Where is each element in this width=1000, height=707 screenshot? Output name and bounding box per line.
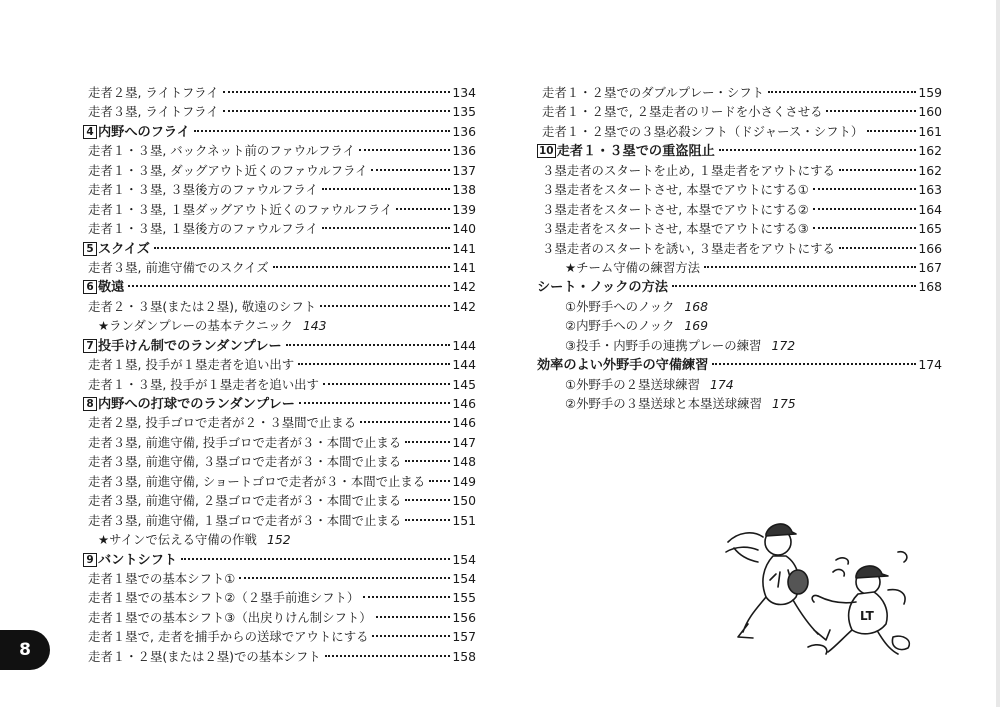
toc-entry [83, 102, 476, 121]
dot-leader [405, 499, 450, 501]
toc-entry-title: 走者３塁, ライトフライ [88, 104, 219, 120]
toc-page-number: 139 [452, 201, 476, 217]
section-number-box: 8 [83, 397, 97, 411]
toc-page-number: 168 [918, 279, 942, 295]
toc-page-number: 174 [710, 376, 734, 392]
dot-leader [712, 363, 916, 365]
toc-entry-title: ３塁走者をスタートさせ, 本塁でアウトにする② [542, 201, 809, 217]
toc-entry [83, 258, 476, 277]
toc-page-number: 142 [452, 279, 476, 295]
toc-entry-title: 内野へのフライ [98, 124, 190, 140]
toc-entry [83, 180, 476, 199]
toc-page-number: 141 [452, 259, 476, 275]
page-edge [996, 0, 1000, 707]
toc-entry [83, 647, 476, 666]
dot-leader [429, 480, 450, 482]
toc-entry-title: 走者３塁, 前進守備, ２塁ゴロで走者が３・本間で止まる [88, 493, 402, 509]
dot-leader [325, 655, 451, 657]
dot-leader [239, 577, 450, 579]
dot-leader [719, 149, 916, 151]
dot-leader [298, 363, 450, 365]
dot-leader [181, 558, 450, 560]
dot-leader [223, 110, 451, 112]
toc-page-number: 141 [452, 240, 476, 256]
toc-entry [537, 336, 942, 355]
dot-leader [286, 344, 451, 346]
toc-page-number: 167 [918, 259, 942, 275]
toc-entry-title: ３塁走者をスタートさせ, 本塁でアウトにする① [542, 182, 809, 198]
toc-entry-title: スクイズ [98, 241, 150, 257]
toc-heading [83, 239, 476, 258]
toc-entry-title: ★サインで伝える守備の作戦 [98, 532, 257, 548]
toc-entry-title: 走者３塁, 前進守備, 投手ゴロで走者が３・本間で止まる [88, 434, 402, 450]
toc-entry [83, 627, 476, 646]
toc-entry [83, 375, 476, 394]
toc-entry-title: 走者２塁, ライトフライ [88, 85, 219, 100]
toc-entry [83, 83, 476, 102]
toc-entry [537, 316, 942, 335]
dot-leader [867, 130, 916, 132]
toc-entry [83, 608, 476, 627]
toc-entry-title: 敬遠 [98, 280, 125, 296]
toc-entry-title: 走者１・３塁, １塁ダッグアウト近くのファウルフライ [88, 201, 393, 217]
toc-entry [537, 83, 942, 102]
toc-page-number: 175 [771, 396, 796, 411]
dot-leader [826, 110, 916, 112]
toc-page-number: 158 [452, 648, 476, 664]
toc-page-number: 138 [452, 182, 476, 198]
toc-entry [83, 491, 476, 510]
dot-leader [813, 188, 917, 190]
toc-heading [537, 277, 942, 296]
toc-entry-title: ②外野手の３塁送球と本塁送球練習 [565, 396, 762, 411]
toc-page-number: 163 [918, 182, 942, 198]
toc-entry-title: 走者３塁, 前進守備, ショートゴロで走者が３・本間で止まる [88, 473, 426, 489]
dot-leader [360, 421, 450, 423]
section-number-box: 5 [83, 242, 97, 256]
dot-leader [405, 441, 450, 443]
toc-entry-title: ①外野手へのノック [565, 298, 675, 314]
baseball-tag-play-illustration [718, 512, 918, 662]
toc-entry [83, 530, 476, 549]
toc-entry-title: シート・ノックの方法 [537, 280, 668, 296]
toc-page-number: 157 [452, 629, 476, 645]
dot-leader [154, 247, 450, 249]
toc-entry-title: ３塁走者をスタートさせ, 本塁でアウトにする③ [542, 221, 809, 237]
toc-entry-title: ３塁走者のスタートを止め, １塁走者をアウトにする [542, 162, 835, 178]
toc-entry [537, 122, 942, 141]
toc-page-number: 156 [452, 609, 476, 625]
dot-leader [223, 91, 451, 93]
dot-leader [839, 247, 916, 249]
section-number-box: 10 [539, 145, 554, 158]
toc-entry [537, 200, 942, 219]
toc-heading [537, 141, 942, 160]
toc-entry-title: ③投手・内野手の連携プレーの練習 [565, 337, 762, 353]
toc-page-number: 143 [302, 318, 327, 334]
toc-entry-title: 走者１塁, 投手が１塁走者を追い出す [88, 357, 295, 373]
toc-page-number: 147 [452, 434, 476, 450]
toc-entry-title: 走者３塁, 前進守備, １塁ゴロで走者が３・本間で止まる [88, 512, 402, 528]
dot-leader [371, 169, 450, 171]
toc-entry-title: ①外野手の２塁送球練習 [565, 376, 701, 392]
toc-entry [537, 180, 942, 199]
dot-leader [405, 519, 450, 521]
toc-entry [537, 239, 942, 258]
toc-heading [83, 394, 476, 413]
toc-page-number: 136 [452, 143, 476, 159]
toc-entry-title: 走者１塁での基本シフト① [88, 570, 236, 586]
toc-right-column [537, 83, 942, 413]
dot-leader [704, 266, 916, 268]
toc-entry-title: 走者２塁, 投手ゴロで走者が２・３塁間で止まる [88, 415, 357, 431]
section-number-box: 7 [83, 339, 97, 353]
dot-leader [396, 208, 450, 210]
toc-entry [83, 355, 476, 374]
dot-leader [194, 130, 450, 132]
dot-leader [839, 169, 916, 171]
toc-page-number: 162 [918, 143, 942, 159]
toc-entry-title: ★ランダンプレーの基本テクニック [98, 318, 293, 334]
toc-heading [537, 355, 942, 374]
toc-left-column [83, 83, 476, 666]
toc-page-number: 172 [771, 337, 796, 353]
dot-leader [813, 227, 917, 229]
toc-entry-title: 走者３塁, 前進守備, ３塁ゴロで走者が３・本間で止まる [88, 454, 402, 470]
toc-entry-title: 走者１・２塁でのダブルプレー・シフト [542, 85, 765, 100]
dot-leader [128, 285, 450, 287]
toc-entry [537, 161, 942, 180]
toc-page-number: 145 [452, 376, 476, 392]
toc-entry-title: 走者１・３塁, 投手が１塁走者を追い出す [88, 376, 319, 392]
toc-page-number: 152 [266, 532, 291, 548]
dot-leader [813, 208, 917, 210]
toc-entry-title: 走者１・３塁, １塁後方のファウルフライ [88, 221, 318, 237]
toc-page-number: 144 [452, 357, 476, 373]
dot-leader [359, 149, 450, 151]
toc-page-number: 151 [452, 512, 476, 528]
toc-entry-title: 走者１塁での基本シフト③（出戻りけん制シフト） [88, 609, 372, 625]
toc-entry-title: 走者１・２塁での３塁必殺シフト（ドジャース・シフト） [542, 123, 864, 139]
section-number-box: 9 [83, 553, 97, 567]
toc-entry-title: 投手けん制でのランダンプレー [98, 338, 282, 354]
toc-entry [83, 219, 476, 238]
toc-page-number: 146 [452, 415, 476, 431]
toc-entry-title: ★チーム守備の練習方法 [565, 259, 701, 275]
toc-entry [537, 258, 942, 277]
dot-leader [363, 596, 450, 598]
dot-leader [320, 305, 450, 307]
toc-page-number: 169 [684, 318, 709, 334]
toc-entry [83, 452, 476, 471]
toc-page-number: 155 [452, 590, 476, 606]
dot-leader [299, 402, 450, 404]
toc-page-number: 150 [452, 493, 476, 509]
toc-page-number: 160 [918, 104, 942, 120]
toc-entry-title: 走者１・３塁, ダッグアウト近くのファウルフライ [88, 162, 368, 178]
toc-entry-title: 効率のよい外野手の守備練習 [537, 358, 709, 374]
toc-page-number: 135 [452, 104, 476, 120]
toc-entry [537, 394, 942, 413]
toc-page-number: 149 [452, 473, 476, 489]
toc-entry-title: 走者１・３塁での重盗阻止 [556, 144, 715, 160]
toc-page-number: 168 [684, 298, 709, 314]
toc-page-number: 142 [452, 298, 476, 314]
toc-entry-title: 走者１・３塁, ３塁後方のファウルフライ [88, 182, 318, 198]
dot-leader [273, 266, 451, 268]
toc-entry-title: 走者１・３塁, バックネット前のファウルフライ [88, 143, 355, 159]
toc-page-number: 164 [918, 201, 942, 217]
toc-page-number: 165 [918, 221, 942, 237]
toc-page-number: 162 [918, 162, 942, 178]
section-number-box: 4 [83, 125, 97, 139]
toc-entry [83, 511, 476, 530]
toc-page-number: 137 [452, 162, 476, 178]
toc-entry-title: 走者１・２塁(または２塁)での基本シフト [88, 648, 321, 664]
dot-leader [405, 460, 450, 462]
toc-page-number: 161 [918, 123, 942, 139]
toc-page-number: 154 [452, 570, 476, 586]
toc-heading [83, 550, 476, 569]
toc-entry-title: 走者１・２塁で, ２塁走者のリードを小さくさせる [542, 104, 823, 120]
toc-entry-title: 内野への打球でのランダンプレー [98, 397, 295, 412]
toc-entry [537, 219, 942, 238]
toc-entry [537, 102, 942, 121]
toc-page-number: 146 [452, 396, 476, 411]
toc-entry-title: 走者１塁での基本シフト②（２塁手前進シフト） [88, 590, 360, 606]
section-number-box: 6 [83, 280, 97, 294]
toc-entry-title: ②内野手へのノック [565, 318, 675, 334]
toc-entry [83, 316, 476, 335]
toc-entry-title: ３塁走者のスタートを誘い, ３塁走者をアウトにする [542, 240, 835, 256]
toc-entry [83, 569, 476, 588]
toc-heading [83, 277, 476, 296]
toc-entry [83, 297, 476, 316]
toc-entry [537, 375, 942, 394]
toc-entry [83, 200, 476, 219]
toc-entry-title: バントシフト [98, 552, 178, 568]
dot-leader [323, 383, 450, 385]
dot-leader [322, 188, 450, 190]
toc-entry [83, 588, 476, 607]
toc-page-number: 148 [452, 454, 476, 470]
toc-page-number: 166 [918, 240, 942, 256]
toc-entry [83, 413, 476, 432]
page-number: 8 [19, 640, 31, 660]
toc-page-number: 140 [452, 221, 476, 237]
toc-page-number: 144 [452, 337, 476, 353]
dot-leader [372, 635, 450, 637]
toc-page-number: 174 [918, 357, 942, 373]
toc-entry-title: 走者２・３塁(または２塁), 敬遠のシフト [88, 298, 317, 314]
toc-entry [83, 433, 476, 452]
page-number-tab [0, 630, 50, 670]
toc-page-number: 134 [452, 85, 476, 100]
toc-entry [83, 472, 476, 491]
toc-page-number: 159 [918, 85, 942, 100]
toc-heading [83, 122, 476, 141]
toc-entry [83, 141, 476, 160]
svg-text:LT: LT [860, 609, 874, 623]
toc-page-number: 136 [452, 123, 476, 139]
toc-heading [83, 336, 476, 355]
toc-page-number: 154 [452, 551, 476, 567]
toc-entry [83, 161, 476, 180]
toc-entry-title: 走者１塁で, 走者を捕手からの送球でアウトにする [88, 629, 369, 645]
toc-entry-title: 走者３塁, 前進守備でのスクイズ [88, 259, 269, 275]
dot-leader [376, 616, 451, 618]
dot-leader [768, 91, 916, 93]
dot-leader [322, 227, 450, 229]
toc-entry [537, 297, 942, 316]
dot-leader [672, 285, 916, 287]
